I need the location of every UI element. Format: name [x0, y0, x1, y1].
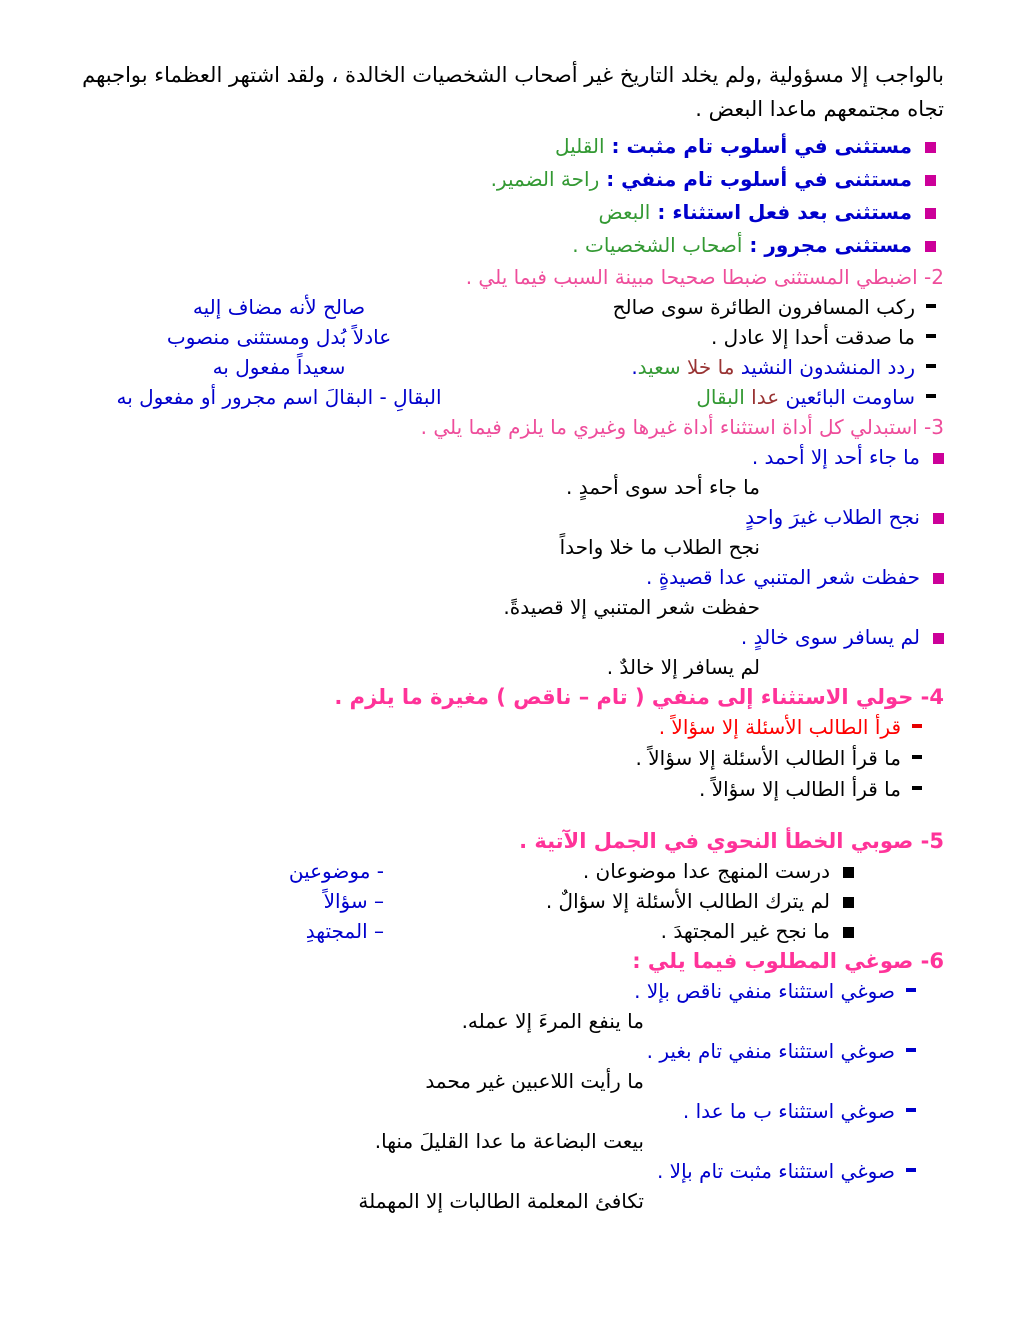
square-bullet-icon — [843, 897, 854, 908]
term-list — [54, 130, 936, 262]
question — [54, 622, 944, 652]
answer-text: نجح الطلاب ما خلا واحداً — [559, 535, 760, 559]
intro-line: تجاه مجتمعهم ماعدا البعض . — [695, 97, 944, 121]
term-label: مستثنى مجرور — [764, 233, 912, 257]
intro-line: بالواجب إلا مسؤولية ,ولم يخلد التاريخ غير أصحاب الشخصيات الخالدة ، ولقد اشتهر العظماء بواجبهم — [82, 63, 944, 87]
exercise-row — [54, 382, 944, 412]
question-segment: سعيد — [637, 355, 681, 379]
square-bullet-icon — [925, 142, 936, 153]
term-value: البعض — [598, 200, 651, 224]
exercise-pair — [54, 502, 944, 562]
exercise-pair — [54, 1156, 944, 1216]
question — [504, 352, 936, 382]
dash-bullet-icon — [906, 1168, 916, 1172]
term-item — [54, 196, 936, 229]
question-segment: . — [631, 355, 638, 379]
answer-text: بيعت البضاعة ما عدا القليلَ منها. — [374, 1129, 644, 1153]
term-value: أصحاب الشخصيات . — [572, 233, 743, 257]
answer-text: – المجتهدِ — [305, 919, 384, 943]
question-text: درست المنهج عدا موضوعان . — [582, 859, 830, 883]
prompt-text: صوغي استثناء منفي ناقص بإلا . — [634, 979, 895, 1003]
answer-text: صالح لأنه مضاف إليه — [192, 295, 366, 319]
question — [384, 886, 944, 916]
question — [54, 562, 944, 592]
exercise-item — [54, 774, 944, 805]
question — [384, 916, 944, 946]
term-label: مستثنى في أسلوب تام منفي — [621, 167, 912, 191]
answer-text: عادلاً بُدل ومستثنى منصوب — [166, 325, 392, 349]
exercise-item — [54, 743, 944, 774]
answer-text: ما رأيت اللاعبين غير محمد — [425, 1069, 644, 1093]
prompt-text: صوغي استثناء منفي تام بغير . — [646, 1039, 895, 1063]
dash-bullet-icon — [926, 334, 936, 338]
prompt-text: صوغي استثناء ب ما عدا . — [682, 1099, 895, 1123]
item-text: ما قرأ الطالب إلا سؤالاً . — [698, 777, 901, 801]
question-segment: ما خلا — [680, 355, 735, 379]
prompt — [54, 1036, 944, 1066]
answer-text: - موضوعين — [288, 859, 384, 883]
dash-bullet-icon — [926, 304, 936, 308]
question-text: ما نجح غير المجتهدَ . — [660, 919, 830, 943]
term-item — [54, 130, 936, 163]
term-separator: : — [604, 134, 627, 158]
answer-text: تكافئ المعلمة الطالبات إلا المهملة — [358, 1189, 644, 1213]
exercise-row — [54, 322, 944, 352]
exercise-row — [54, 292, 944, 322]
term-value: راحة الضمير. — [490, 167, 600, 191]
term-label: مستثنى في أسلوب تام مثبت — [626, 134, 912, 158]
square-bullet-icon — [925, 241, 936, 252]
question-segment: عدا — [744, 385, 780, 409]
question-text: حفظت شعر المتنبي عدا قصيدةٍ . — [645, 565, 920, 589]
question-text: نجح الطلاب غيرَ واحدٍ — [745, 505, 920, 529]
square-bullet-icon — [925, 208, 936, 219]
square-bullet-icon — [843, 867, 854, 878]
question-text: ركب المسافرون الطائرة سوى صالح — [612, 295, 915, 319]
question-text: ما جاء أحد إلا أحمد . — [751, 445, 920, 469]
question-segment: البقال — [696, 385, 745, 409]
question — [54, 502, 944, 532]
answer-text: لم يسافر إلا خالدٌ . — [606, 655, 760, 679]
exercise-pair — [54, 1036, 944, 1096]
question-text: ما صدقت أحدا إلا عادل . — [710, 325, 915, 349]
section2-heading: 2- اضبطي المستثنى ضبطا صحيحا مبينة السبب فيما يلي . — [465, 265, 944, 289]
term-separator: : — [742, 233, 765, 257]
dash-bullet-icon — [912, 755, 922, 759]
question — [384, 856, 944, 886]
dash-bullet-icon — [906, 1108, 916, 1112]
item-text: ما قرأ الطالب الأسئلة إلا سؤالاً . — [635, 746, 901, 770]
question — [504, 322, 936, 352]
section6-heading: 6- صوغي المطلوب فيما يلي : — [632, 949, 944, 973]
term-label: مستثنى بعد فعل استثناء — [672, 200, 912, 224]
dash-bullet-icon — [926, 364, 936, 368]
section5-heading: 5- صوبي الخطأ النحوي في الجمل الآتية . — [519, 829, 944, 853]
square-bullet-icon — [933, 633, 944, 644]
intro-paragraph — [54, 58, 944, 126]
exercise-row — [54, 856, 944, 886]
exercise-pair — [54, 622, 944, 682]
question-segment: ردد المنشدون النشيد — [734, 355, 915, 379]
prompt — [54, 976, 944, 1006]
square-bullet-icon — [843, 927, 854, 938]
exercise-row — [54, 352, 944, 382]
square-bullet-icon — [933, 573, 944, 584]
exercise-row — [54, 916, 944, 946]
item-text: قرأ الطالب الأسئلة إلا سؤالاً . — [658, 715, 901, 739]
dash-bullet-icon — [906, 988, 916, 992]
exercise-pair — [54, 1096, 944, 1156]
prompt-text: صوغي استثناء مثبت تام بإلا . — [656, 1159, 895, 1183]
term-separator: : — [599, 167, 622, 191]
exercise-pair — [54, 562, 944, 622]
section3-heading: 3- استبدلي كل أداة استثناء أداة غيرها وغيري ما يلزم فيما يلي . — [420, 415, 944, 439]
dash-bullet-icon — [926, 394, 936, 398]
question — [54, 442, 944, 472]
square-bullet-icon — [925, 175, 936, 186]
term-item — [54, 163, 936, 196]
answer-text: – سؤالاً — [323, 889, 384, 913]
square-bullet-icon — [933, 453, 944, 464]
question-text: لم يسافر سوى خالدٍ . — [740, 625, 920, 649]
prompt — [54, 1096, 944, 1126]
question-text: لم يترك الطالب الأسئلة إلا سؤالٌ . — [545, 889, 830, 913]
prompt — [54, 1156, 944, 1186]
exercise-pair — [54, 442, 944, 502]
answer-text: البقالِ - البقالَ اسم مجرور أو مفعول به — [116, 385, 442, 409]
term-item — [54, 229, 936, 262]
question-segment: ساومت البائعين — [779, 385, 915, 409]
exercise-pair — [54, 976, 944, 1036]
exercise-row — [54, 886, 944, 916]
term-separator: : — [650, 200, 673, 224]
question — [504, 292, 936, 322]
square-bullet-icon — [933, 513, 944, 524]
answer-text: ما ينفع المرءَ إلا عمله. — [461, 1009, 644, 1033]
dash-bullet-icon — [912, 786, 922, 790]
answer-text: ما جاء أحد سوى أحمدٍ . — [566, 475, 760, 499]
term-value: القليل — [554, 134, 605, 158]
answer-text: سعيداً مفعول به — [212, 355, 346, 379]
question — [504, 382, 936, 412]
dash-bullet-icon — [906, 1048, 916, 1052]
answer-text: حفظت شعر المتنبي إلا قصيدةً. — [503, 595, 760, 619]
section4-heading: 4- حولي الاستثناء إلى منفي ( تام – ناقص ) مغيرة ما يلزم . — [334, 685, 944, 709]
exercise-item — [54, 712, 944, 743]
dash-bullet-icon — [912, 724, 922, 728]
